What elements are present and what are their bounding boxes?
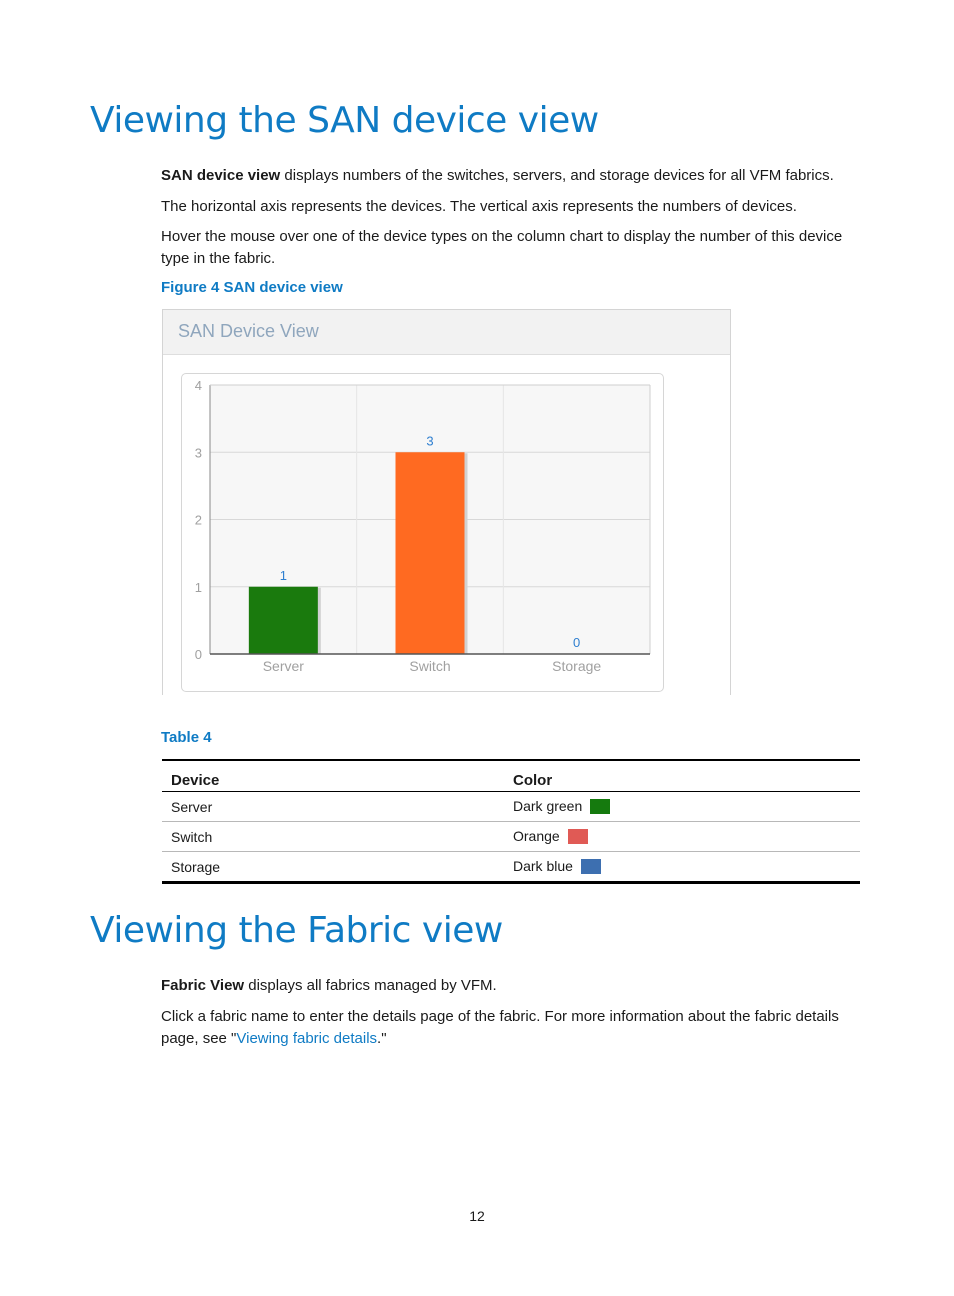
table-row [162,822,860,852]
figure-caption: Figure 4 SAN device view [161,279,343,296]
cell-color [504,852,860,883]
term-san-device-view: SAN device view [161,167,281,184]
bar-server [249,587,318,654]
y-tick-label: 3 [194,445,202,461]
term-fabric-view: Fabric View [161,977,245,994]
data-label-switch: 3 [426,433,434,449]
section-heading-fabric-view: Viewing the Fabric view [90,910,503,951]
color-name: Dark green [513,798,583,815]
panel-title: SAN Device View [178,321,319,341]
section-heading-san-device-view: Viewing the SAN device view [90,100,599,141]
cell-device: Switch [162,822,504,852]
paragraph-fabric-details [161,1006,865,1050]
table-row [162,792,860,822]
column-header-device: Device [162,760,504,792]
color-swatch [590,799,610,814]
table-caption: Table 4 [161,729,212,746]
paragraph-axes-description: The horizontal axis represents the devices. The vertical axis represents the numbers of devices. [161,198,797,215]
y-tick-label: 4 [194,378,202,393]
color-swatch [581,859,601,874]
y-tick-label: 2 [194,512,202,528]
paragraph-fabric-view-intro [161,975,865,997]
san-device-view-panel [162,309,731,695]
color-name: Dark blue [513,858,573,875]
paragraph-text: displays all fabrics managed by VFM. [244,977,497,994]
color-swatch [568,829,588,844]
x-tick-label: Server [262,658,304,674]
cell-color [504,822,860,852]
device-color-table [162,759,860,884]
chart-container [181,373,664,692]
data-label-server: 1 [279,567,287,583]
x-tick-label: Switch [409,658,451,674]
paragraph-text: Click a fabric name to enter the details page of the fabric. For more information about the fabric details page, see " [161,1008,839,1047]
data-label-storage: 0 [573,635,581,650]
panel-header [163,310,730,355]
san-device-bar-chart [182,374,663,691]
paragraph-hover-hint: Hover the mouse over one of the device types on the column chart to display the number of this device type in the fabric. [161,228,843,267]
column-header-color: Color [504,760,860,792]
paragraph-text-end: ." [377,1030,387,1047]
y-tick-label: 0 [194,647,202,662]
cell-color [504,792,860,822]
color-name: Orange [513,828,560,845]
page-number: 12 [469,1208,485,1224]
x-tick-label: Storage [552,658,602,674]
table-header-row [162,760,860,792]
table-row [162,852,860,883]
bar-switch [396,452,465,654]
paragraph-text: displays numbers of the switches, servers, and storage devices for all VFM fabrics. [280,167,834,184]
link-viewing-fabric-details[interactable]: Viewing fabric details [236,1030,378,1047]
y-tick-label: 1 [194,579,202,595]
cell-device: Storage [162,852,504,883]
cell-device: Server [162,792,504,822]
paragraph-san-device-view-intro [161,165,865,187]
